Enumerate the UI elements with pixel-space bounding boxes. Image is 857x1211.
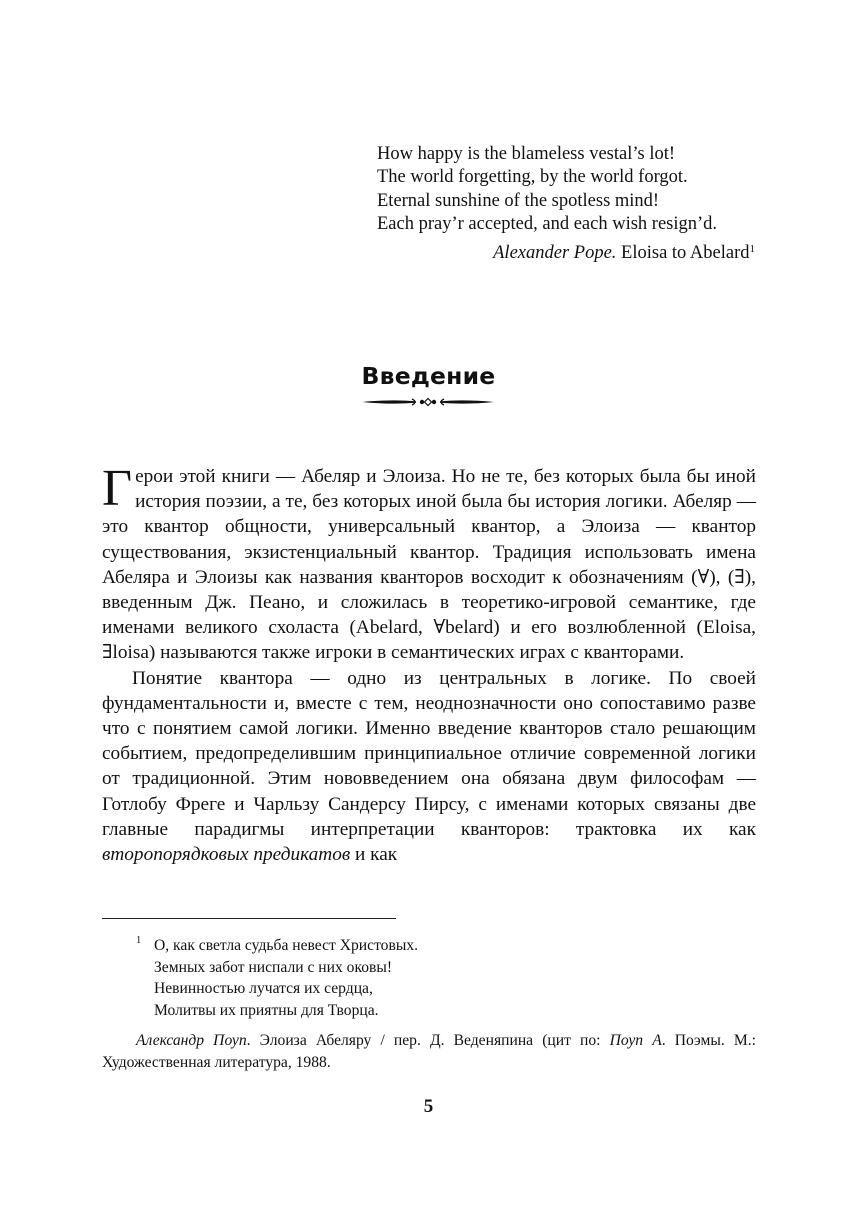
- footnote-line: Молитвы их приятны для Творца.: [154, 1001, 379, 1019]
- epigraph-line: How happy is the blameless vestal’s lot!: [377, 144, 676, 164]
- drop-cap: Г: [102, 460, 133, 517]
- emphasis: второпорядковых предикатов: [102, 844, 351, 866]
- epigraph-line: Eternal sunshine of the spotless mind!: [377, 190, 660, 211]
- footnote: [102, 935, 756, 1073]
- footnote-reference[interactable]: 1: [749, 243, 755, 255]
- source-author: Александр Поуп: [136, 1032, 247, 1049]
- paragraph: [102, 666, 756, 868]
- paragraph-text: Понятие квантора — одно из центральных в логике. По своей фундаментальности и, вместе с тем, неоднозначности оно сопоставимо разве что с понятием самой логики. Именно введение кванторов стало решающим событием, предопределившим принципиальное отличие современной логики от традиционной. Этим нововведением она обязана двум философам — Готлобу Фреге и Чарльзу Сандерсу Пирсу, с именами которых связаны две главные парадигмы интерпретации кванторов: трактовка их как: [102, 667, 756, 840]
- chapter-title: Введение: [361, 362, 496, 390]
- footnote-line: Невинностью лучатся их сердца,: [154, 980, 373, 997]
- main-text: [102, 460, 756, 867]
- epigraph-line: Each pray’r accepted, and each wish resign’d.: [377, 214, 718, 235]
- source-text: . Элоиза Абеляру / пер. Д. Веденяпина (цит по:: [246, 1032, 601, 1049]
- epigraph-work: Eloisa to Abelard: [621, 243, 750, 263]
- footnote-separator: [102, 918, 396, 919]
- footnote-poem: [154, 935, 756, 1021]
- epigraph-line: The world forgetting, by the world forgot.: [377, 167, 688, 188]
- footnote-number: 1: [136, 935, 142, 946]
- page-number: 5: [423, 1096, 434, 1117]
- source-author-short: Поуп А: [609, 1032, 662, 1049]
- footnote-line: О, как светла судьба невест Христовых.: [154, 937, 419, 954]
- ornament-divider-icon: [360, 396, 496, 408]
- footnote-source: [102, 1030, 756, 1073]
- epigraph-attribution: [300, 243, 755, 264]
- paragraph-text: и как: [355, 844, 398, 866]
- paragraph: [102, 460, 756, 666]
- epigraph: [377, 143, 777, 237]
- footnote-line: Земных забот ниспали с них оковы!: [154, 958, 393, 976]
- paragraph-text: ерои этой книги — Абеляр и Элоиза. Но не те, без которых была бы иной история поэзии, а те, без которых иной была бы история логики. Абеляр — это квантор общности, универсальный квантор, а Элоиза — квантор существования, экзистенциальный квантор. Традиция использовать имена Абеляра и Элоизы как названия кванторов восходит к обозначениям (∀), (∃), введенным Дж. Пеано, и сложилась в теоретико-игровой семантике, где именами великого схоласта (Abelard, ∀belard) и его возлюбленной (Eloisa, ∃loisa) называются также игроки в семантических играх с кванторами.: [102, 466, 756, 664]
- source-text-end: . Поэмы. М.: Художественная литература, 1988.: [102, 1032, 756, 1071]
- epigraph-author: Alexander Pope.: [493, 243, 617, 263]
